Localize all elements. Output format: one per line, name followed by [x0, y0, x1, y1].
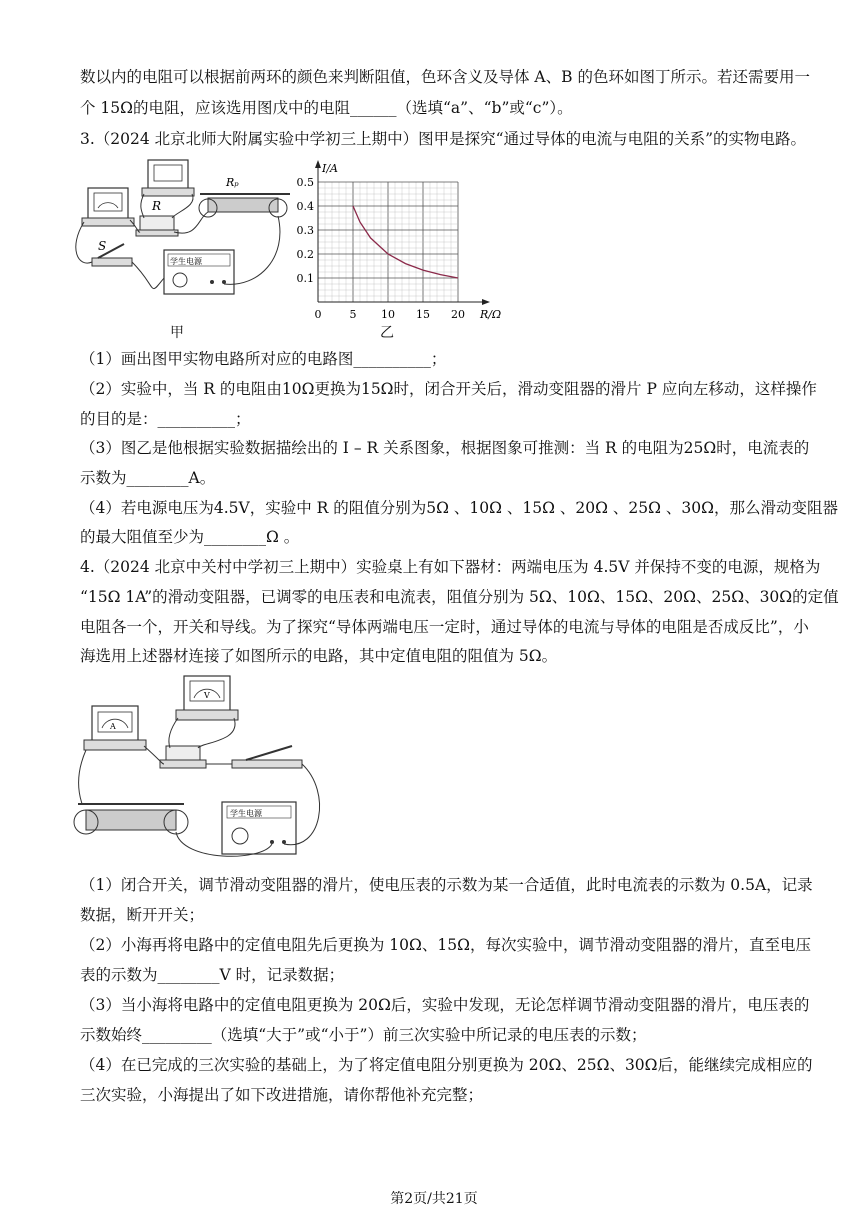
question-4-intro-1: 4.（2024 北京中关村中学初三上期中）实验桌上有如下器材：两端电压为 4.5V 并保持不变的电源，规格为 [80, 558, 821, 576]
label-S: S [98, 239, 107, 253]
q4-item-4-line-1: （4）在已完成的三次实验的基础上，为了将定值电阻分别更换为 20Ω、25Ω、30Ω后，能继续完成相应的 [80, 1056, 813, 1074]
y-axis-label: I/A [322, 162, 338, 175]
circuit-diagram-jia [68, 158, 298, 308]
q4-item-2-line-2: 表的示数为________V 时，记录数据； [80, 966, 345, 984]
figure-label-jia: 甲 [170, 325, 184, 341]
q4-item-2-line-1: （2）小海再将电路中的定值电阻先后更换为 10Ω、15Ω，每次实验中，调节滑动变阻器的滑片，直至电压 [80, 936, 811, 954]
chart-grid [318, 182, 458, 302]
label-rheostat: Rₚ [226, 176, 239, 189]
figure-label-yi: 乙 [380, 325, 394, 341]
q4-item-4-line-2: 三次实验，小海提出了如下改进措施，请你帮他补充完整； [80, 1086, 484, 1104]
x-tick-label: 20 [451, 308, 465, 321]
x-tick-label: 5 [349, 308, 357, 321]
question-4-intro-2: “15Ω 1A”的滑动变阻器，已调零的电压表和电流表，阻值分别为 5Ω、10Ω、15Ω、20Ω、25Ω、30Ω的定值 [80, 588, 839, 606]
q3-item-4-line-1: （4）若电源电压为4.5V，实验中 R 的阻值分别为5Ω 、10Ω 、15Ω 、20Ω 、25Ω 、30Ω，那么滑动变阻器 [80, 499, 838, 517]
q3-item-1: （1）画出图甲实物电路所对应的电路图__________； [80, 350, 447, 368]
q3-item-3-line-2: 示数为________A。 [80, 469, 216, 487]
y-tick-label: 0.3 [296, 224, 314, 237]
x-axis-label: R/Ω [480, 308, 502, 321]
q3-item-2-line-2: 的目的是：__________； [80, 410, 251, 428]
x-tick-label: 10 [381, 308, 395, 321]
q4-item-1-line-2: 数据，断开开关； [80, 906, 205, 924]
y-tick-label: 0.1 [296, 272, 314, 285]
text-line-1: 数以内的电阻可以根据前两环的颜色来判断阻值，色环含义及导体 A、B 的色环如图丁所示。若还需要用一 [80, 68, 810, 86]
x-tick-label: 0 [314, 308, 322, 321]
y-tick-label: 0.4 [296, 200, 314, 213]
label-ammeter: A [110, 722, 116, 731]
label-power-q4: 学生电源 [230, 809, 262, 818]
text-line-2: 个 15Ω的电阻，应该选用图戊中的电阻______（选填“a”、“b”或“c”）。 [80, 99, 573, 117]
circuit-diagram-q4 [72, 672, 332, 868]
x-axis-arrow [482, 299, 490, 305]
question-4-intro-4: 海选用上述器材连接了如图所示的电路，其中定值电阻的阻值为 5Ω。 [80, 647, 558, 665]
chart-ticks [297, 176, 466, 321]
q3-item-4-line-2: 的最大阻值至少为________Ω 。 [80, 528, 300, 546]
q3-item-3-line-1: （3）图乙是他根据实验数据描绘出的 I – R 关系图象，根据图象可推测：当 R 的电阻为25Ω时，电流表的 [80, 439, 810, 457]
chart-axes [315, 160, 501, 321]
question-3-title: 3.（2024 北京北师大附属实验中学初三上期中）图甲是探究“通过导体的电流与电阻的关系”的实物电路。 [80, 130, 807, 148]
y-tick-label: 0.5 [296, 176, 314, 189]
label-R: R [152, 199, 162, 213]
label-power-jia: 学生电源 [170, 257, 202, 266]
q4-item-3-line-2: 示数始终_________（选填“大于”或“小于”）前三次实验中所记录的电压表的示数； [80, 1026, 647, 1044]
chart-i-r [292, 156, 512, 326]
y-axis-arrow [315, 160, 321, 168]
page-number-footer: 第2页/共21页 [390, 1191, 478, 1207]
y-tick-label: 0.2 [296, 248, 314, 261]
question-4-intro-3: 电阻各一个，开关和导线。为了探究“导体两端电压一定时，通过导体的电流与导体的电阻是否成反比”，小 [80, 618, 809, 636]
q4-item-1-line-1: （1）闭合开关，调节滑动变阻器的滑片，使电压表的示数为某一合适值，此时电流表的示数为 0.5A，记录 [80, 876, 813, 894]
q3-item-2-line-1: （2）实验中，当 R 的电阻由10Ω更换为15Ω时，闭合开关后，滑动变阻器的滑片 P 应向左移动，这样操作 [80, 380, 817, 398]
label-voltmeter: V [204, 691, 210, 700]
x-tick-label: 15 [416, 308, 430, 321]
q4-item-3-line-1: （3）当小海将电路中的定值电阻更换为 20Ω后，实验中发现，无论怎样调节滑动变阻器的滑片，电压表的 [80, 996, 810, 1014]
